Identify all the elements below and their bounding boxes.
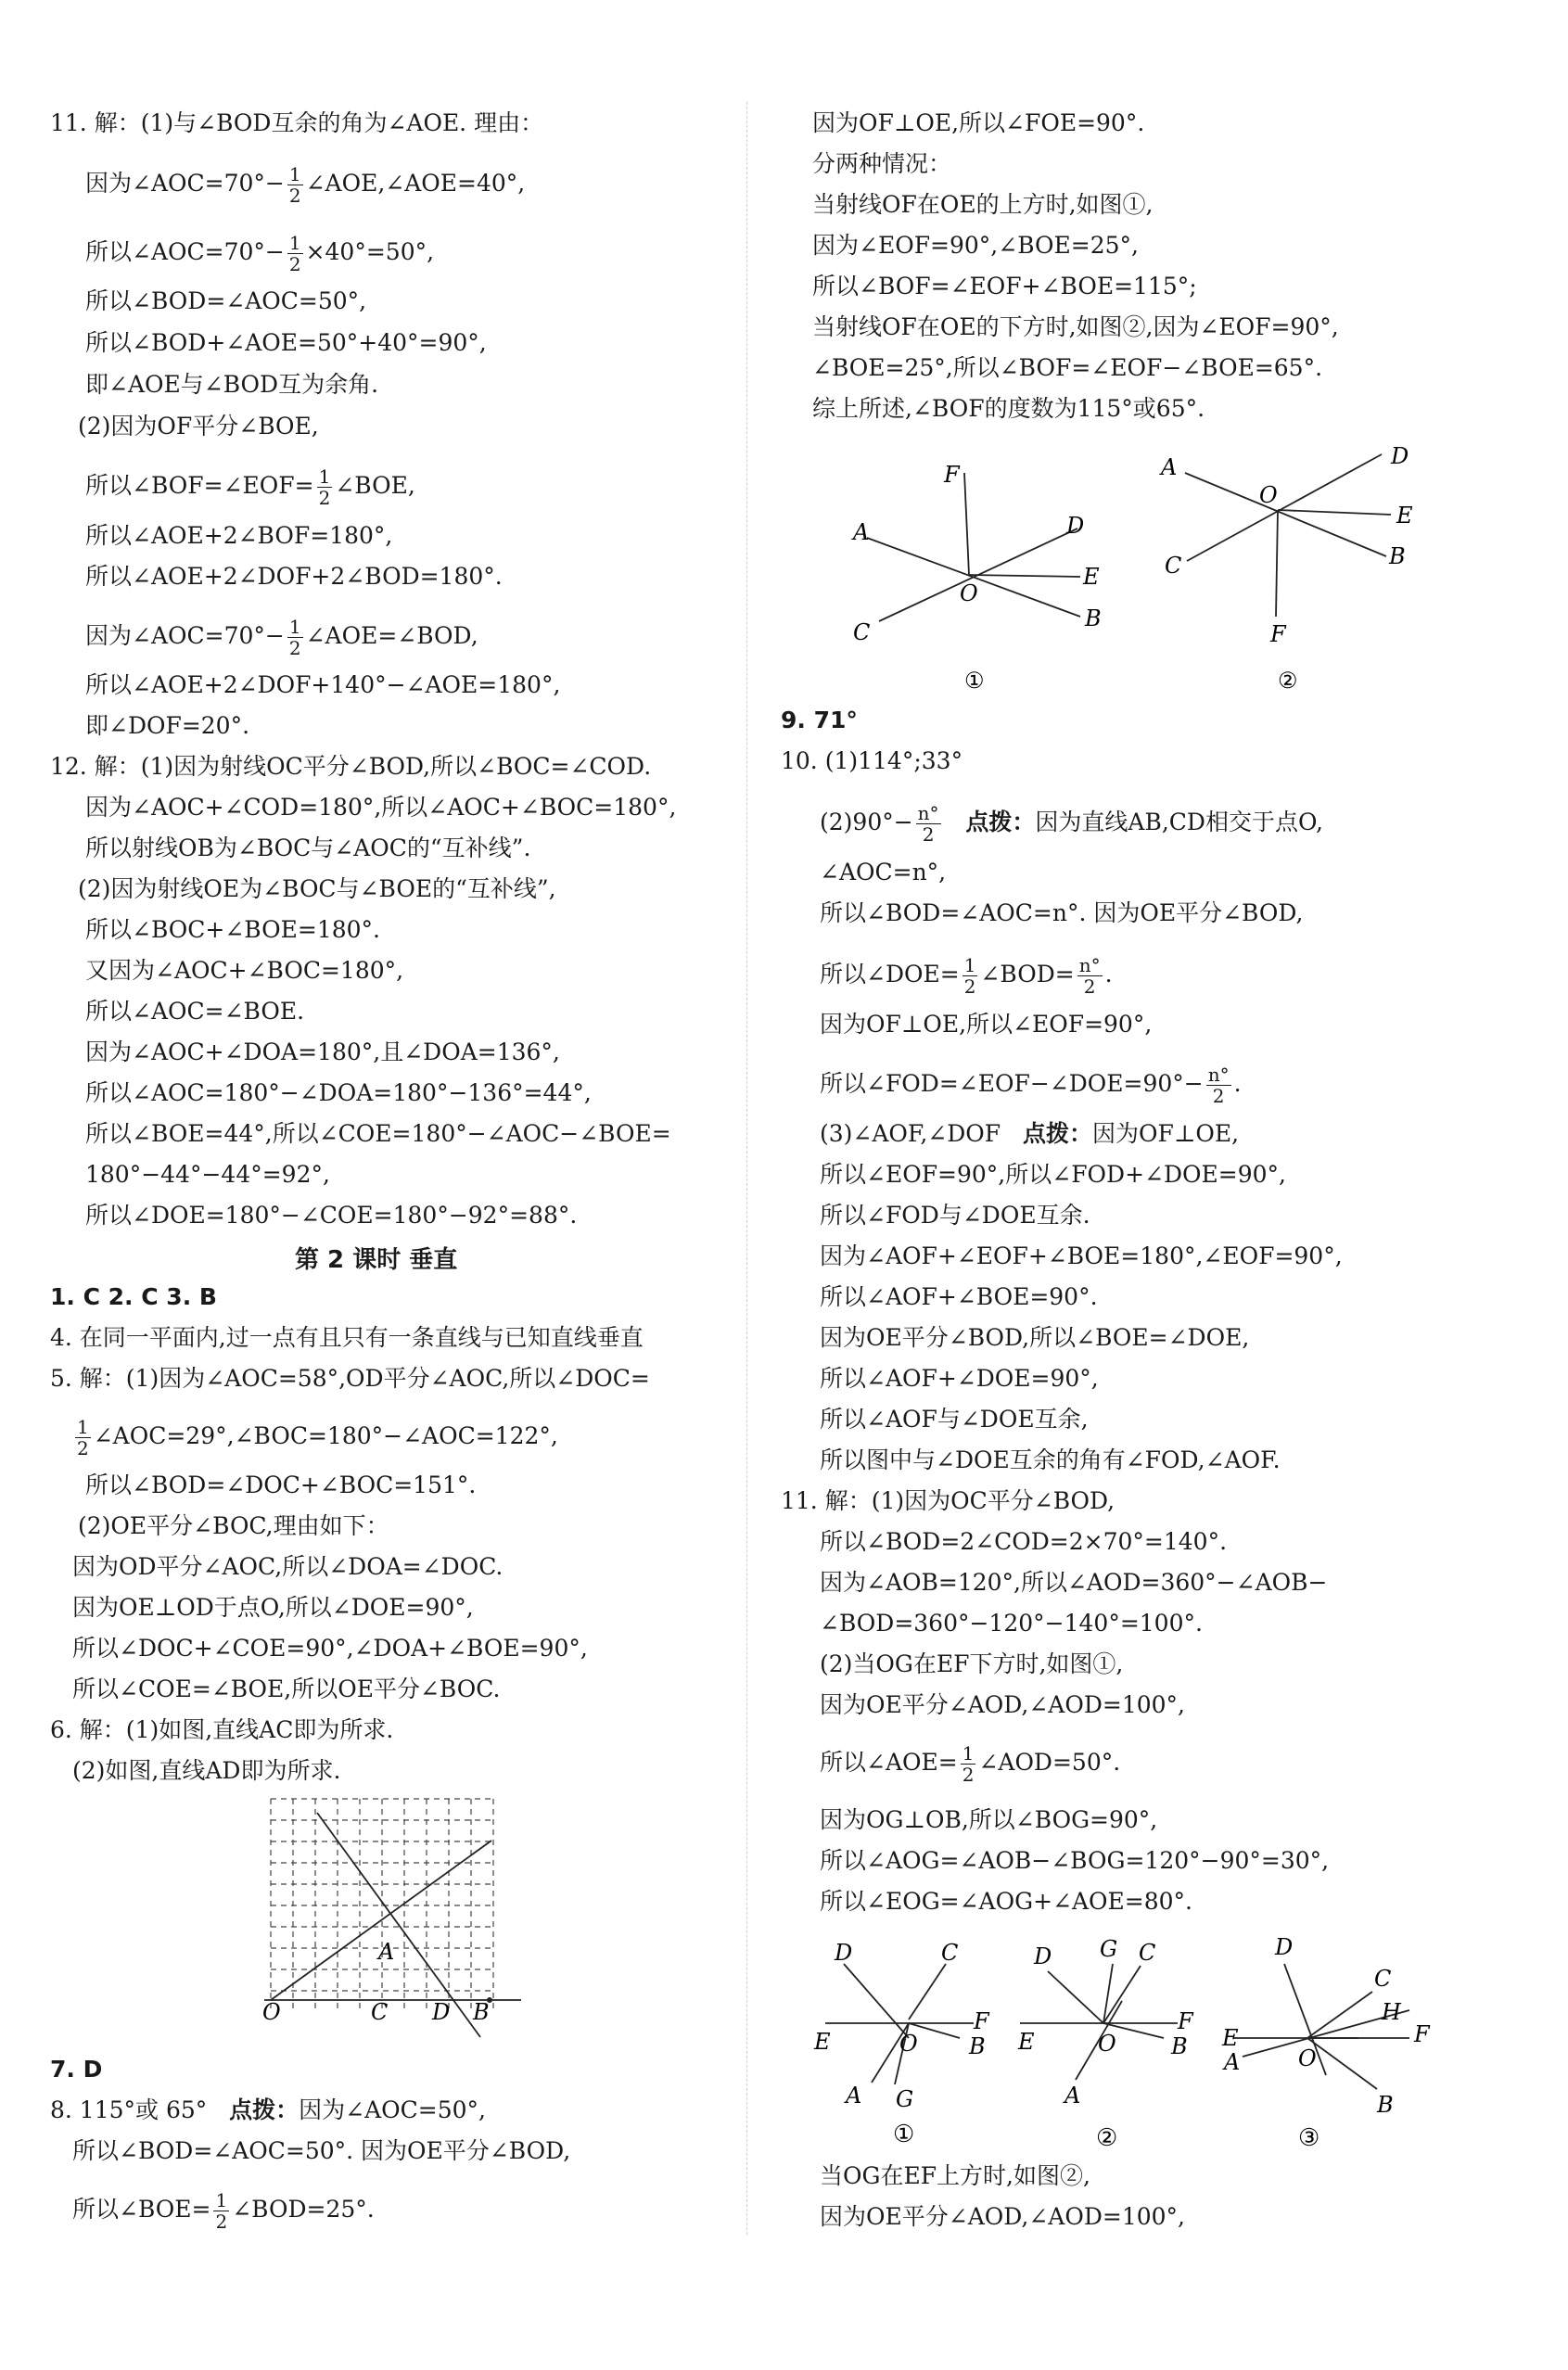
q11r-line11: 当OG在EF上方时,如图②, bbox=[820, 2162, 1090, 2189]
r-line4: 因为∠EOF=90°,∠BOE=25°, bbox=[812, 232, 1139, 259]
q11r-line10: 所以∠EOG=∠AOG+∠AOE=80°. bbox=[820, 1888, 1192, 1915]
q11-line10: 所以∠AOE+2∠DOF+2∠BOD=180°. bbox=[85, 563, 503, 590]
q5-line8: 所以∠COE=∠BOE,所以OE平分∠BOC. bbox=[72, 1676, 501, 1702]
q11-line8: 所以∠BOF=∠EOF= $\frac{1}{2}$ ∠BOE, bbox=[85, 465, 415, 509]
q11-line12: 所以∠AOE+2∠DOF+140°−∠AOE=180°, bbox=[85, 671, 561, 698]
q12-line2: 因为∠AOC+∠COD=180°,所以∠AOC+∠BOC=180°, bbox=[85, 794, 677, 821]
f2-label-d: D bbox=[1391, 443, 1409, 469]
q11-line13: 即∠DOF=20°. bbox=[85, 712, 250, 739]
q6-line2: (2)如图,直线AD即为所求. bbox=[72, 1757, 341, 1784]
q8-figures bbox=[835, 436, 1447, 695]
fa-label-f: F bbox=[974, 2008, 989, 2034]
label-c: C bbox=[371, 1999, 389, 2025]
q12-line1: 12. 解：(1)因为射线OC平分∠BOD,所以∠BOC=∠COD. bbox=[50, 753, 652, 780]
q11r-line6: 因为OE平分∠AOD,∠AOD=100°, bbox=[820, 1691, 1185, 1718]
fraction: $\frac{1}{2}$ bbox=[962, 1742, 975, 1786]
fa-label-a: A bbox=[846, 2083, 862, 2109]
q11-line1: 11. 解：(1)与∠BOD互余的角为∠AOE. 理由： bbox=[50, 109, 544, 136]
q9-answer: 9. 71° bbox=[781, 707, 858, 733]
q4-answer: 4. 在同一平面内,过一点有且只有一条直线与已知直线垂直 bbox=[50, 1324, 644, 1351]
r-line3: 当射线OF在OE的上方时,如图①, bbox=[812, 191, 1154, 218]
q5-line4: (2)OE平分∠BOC,理由如下： bbox=[78, 1512, 389, 1539]
fa-label-c: C bbox=[941, 1940, 959, 1966]
fig2-label: ② bbox=[1278, 668, 1298, 694]
fraction: $\frac{1}{2}$ bbox=[288, 163, 301, 207]
fb-label-c: C bbox=[1139, 1940, 1156, 1966]
fb-label-f: F bbox=[1178, 2008, 1193, 2034]
q5-line6: 因为OE⊥OD于点O,所以∠DOE=90°, bbox=[72, 1594, 474, 1621]
figc-label: ③ bbox=[1298, 2124, 1320, 2152]
q8-line1: 8. 115°或 65° 点拨：因为∠AOC=50°, bbox=[50, 2096, 486, 2123]
grid-lines bbox=[271, 1799, 493, 2012]
q7-answer: 7. D bbox=[50, 2056, 103, 2083]
f1-label-d: D bbox=[1066, 513, 1085, 539]
fc-label-c: C bbox=[1374, 1966, 1392, 1992]
f1-label-c: C bbox=[853, 619, 871, 645]
q11r-line5: (2)当OG在EF下方时,如图①, bbox=[820, 1650, 1124, 1677]
q10-line8: (3)∠AOF,∠DOF 点拨：因为OF⊥OE, bbox=[820, 1120, 1240, 1147]
section-title: 第 2 课时 垂直 bbox=[295, 1246, 458, 1274]
q8-line3: 所以∠BOE= $\frac{1}{2}$ ∠BOD=25°. bbox=[72, 2189, 375, 2233]
line-ad bbox=[317, 1813, 480, 2037]
q10-line1: 10. (1)114°;33° bbox=[781, 747, 963, 774]
fb-label-b: B bbox=[1171, 2033, 1188, 2059]
q11r-line8: 因为OG⊥OB,所以∠BOG=90°, bbox=[820, 1806, 1158, 1833]
f1-label-b: B bbox=[1085, 605, 1102, 631]
f1-label-a: A bbox=[853, 519, 870, 545]
q10-line16: 所以图中与∠DOE互余的角有∠FOD,∠AOF. bbox=[820, 1446, 1281, 1473]
q10-line15: 所以∠AOF与∠DOE互余, bbox=[820, 1406, 1089, 1433]
figure-a bbox=[825, 1964, 974, 2084]
q12-line8: 因为∠AOC+∠DOA=180°,且∠DOA=136°, bbox=[85, 1038, 560, 1065]
fb-label-o: O bbox=[1098, 2031, 1116, 2057]
q12-line6: 又因为∠AOC+∠BOC=180°, bbox=[85, 957, 404, 984]
q11r-line1: 11. 解：(1)因为OC平分∠BOD, bbox=[781, 1487, 1115, 1514]
fraction: $\frac{n^\circ}{2}$ bbox=[1078, 954, 1101, 998]
fraction: $\frac{1}{2}$ bbox=[77, 1416, 89, 1459]
q8-line2: 所以∠BOD=∠AOC=50°. 因为OE平分∠BOD, bbox=[72, 2137, 571, 2164]
line-ac bbox=[271, 1841, 491, 2000]
fc-label-h: H bbox=[1382, 1999, 1401, 2025]
q11-line7: (2)因为OF平分∠BOE, bbox=[78, 413, 319, 440]
q10-line13: 因为OE平分∠BOD,所以∠BOE=∠DOE, bbox=[820, 1324, 1250, 1351]
q10-line14: 所以∠AOF+∠DOE=90°, bbox=[820, 1365, 1099, 1392]
fb-label-d: D bbox=[1034, 1943, 1052, 1969]
q10-line10: 所以∠FOD与∠DOE互余. bbox=[820, 1202, 1090, 1229]
q12-line12: 所以∠DOE=180°−∠COE=180°−92°=88°. bbox=[85, 1202, 578, 1229]
fraction: $\frac{1}{2}$ bbox=[288, 232, 301, 275]
q6-line1: 6. 解：(1)如图,直线AC即为所求. bbox=[50, 1716, 394, 1743]
q10-line5: 所以∠DOE= $\frac{1}{2}$ ∠BOD= $\frac{n^\circ}{2}$ . bbox=[820, 954, 1113, 998]
q11-line11: 因为∠AOC=70°− $\frac{1}{2}$ ∠AOE=∠BOD, bbox=[85, 616, 478, 659]
fc-label-f: F bbox=[1414, 2021, 1430, 2047]
fc-label-e: E bbox=[1222, 2025, 1239, 2051]
q12-line10: 所以∠BOE=44°,所以∠COE=180°−∠AOC−∠BOE= bbox=[85, 1120, 671, 1147]
q11-line5: 所以∠BOD+∠AOE=50°+40°=90°, bbox=[85, 329, 487, 356]
q5-line2: $\frac{1}{2}$ ∠AOC=29°,∠BOC=180°−∠AOC=122°, bbox=[77, 1416, 558, 1459]
fraction: $\frac{1}{2}$ bbox=[318, 465, 331, 509]
f2-label-o: O bbox=[1259, 482, 1278, 508]
fraction: $\frac{n^\circ}{2}$ bbox=[917, 802, 939, 846]
q11-line9: 所以∠AOE+2∠BOF=180°, bbox=[85, 522, 393, 549]
fb-label-e: E bbox=[1018, 2029, 1035, 2055]
q11r-line9: 所以∠AOG=∠AOB−∠BOG=120°−90°=30°, bbox=[820, 1847, 1330, 1874]
q12-line11: 180°−44°−44°=92°, bbox=[85, 1161, 330, 1188]
fig1-label: ① bbox=[964, 668, 985, 694]
q10-line4: 所以∠BOD=∠AOC=n°. 因为OE平分∠BOD, bbox=[820, 899, 1304, 926]
q11-line2: 因为∠AOC=70°− $\frac{1}{2}$ ∠AOE,∠AOE=40°, bbox=[85, 163, 526, 207]
q5-line5: 因为OD平分∠AOC,所以∠DOA=∠DOC. bbox=[72, 1553, 504, 1580]
q12-line4: (2)因为射线OE为∠BOC与∠BOE的“互补线”, bbox=[78, 875, 556, 902]
f1-label-f: F bbox=[944, 462, 960, 488]
q5-line7: 所以∠DOC+∠COE=90°,∠DOA+∠BOE=90°, bbox=[72, 1635, 588, 1662]
q11r-line2: 所以∠BOD=2∠COD=2×70°=140°. bbox=[820, 1528, 1228, 1555]
fraction: $\frac{1}{2}$ bbox=[963, 954, 976, 998]
label-d: D bbox=[432, 1999, 451, 2025]
q10-line6: 因为OF⊥OE,所以∠EOF=90°, bbox=[820, 1011, 1153, 1038]
fa-label-o: O bbox=[899, 2031, 918, 2057]
f1-label-e: E bbox=[1083, 564, 1100, 590]
q5-line3: 所以∠BOD=∠DOC+∠BOC=151°. bbox=[85, 1472, 477, 1498]
q11-line6: 即∠AOE与∠BOD互为余角. bbox=[85, 371, 379, 398]
figure-2 bbox=[1185, 454, 1391, 617]
fc-label-a: A bbox=[1224, 2049, 1241, 2075]
q11r-line3: 因为∠AOB=120°,所以∠AOD=360°−∠AOB− bbox=[820, 1569, 1328, 1596]
q12-line7: 所以∠AOC=∠BOE. bbox=[85, 998, 305, 1025]
r-line5: 所以∠BOF=∠EOF+∠BOE=115°; bbox=[812, 273, 1197, 299]
fraction: $\frac{1}{2}$ bbox=[215, 2189, 228, 2233]
f1-label-o: O bbox=[960, 580, 978, 606]
fb-label-a: A bbox=[1064, 2083, 1081, 2109]
fc-label-b: B bbox=[1377, 2092, 1394, 2118]
column-divider bbox=[746, 102, 747, 2235]
q11r-line4: ∠BOD=360°−120°−140°=100°. bbox=[820, 1610, 1203, 1637]
fc-label-o: O bbox=[1298, 2045, 1317, 2071]
q10-line9: 所以∠EOF=90°,所以∠FOD+∠DOE=90°, bbox=[820, 1161, 1286, 1188]
figure-b bbox=[1020, 1964, 1178, 2080]
r-line8: 综上所述,∠BOF的度数为115°或65°. bbox=[812, 395, 1205, 422]
q1-3-answers: 1. C 2. C 3. B bbox=[50, 1283, 217, 1310]
r-line2: 分两种情况： bbox=[812, 150, 952, 177]
fa-label-g: G bbox=[896, 2086, 914, 2112]
f2-label-f: F bbox=[1270, 621, 1286, 647]
f2-label-e: E bbox=[1396, 503, 1413, 529]
label-a: A bbox=[378, 1939, 395, 1965]
figa-label: ① bbox=[893, 2121, 915, 2148]
q5-line1: 5. 解：(1)因为∠AOC=58°,OD平分∠AOC,所以∠DOC= bbox=[50, 1365, 650, 1392]
q10-line3: ∠AOC=n°, bbox=[820, 859, 947, 886]
grid-figure bbox=[260, 1794, 529, 2045]
r-line7: ∠BOE=25°,所以∠BOF=∠EOF−∠BOE=65°. bbox=[812, 354, 1323, 381]
q12-line9: 所以∠AOC=180°−∠DOA=180°−136°=44°, bbox=[85, 1079, 592, 1106]
fc-label-d: D bbox=[1275, 1934, 1294, 1960]
f2-label-c: C bbox=[1165, 553, 1182, 579]
f2-label-b: B bbox=[1389, 543, 1406, 569]
r-line6: 当射线OF在OE的下方时,如图②,因为∠EOF=90°, bbox=[812, 313, 1339, 340]
fa-label-b: B bbox=[969, 2033, 986, 2059]
fraction: $\frac{1}{2}$ bbox=[288, 616, 301, 659]
figb-label: ② bbox=[1096, 2124, 1118, 2152]
q12-line3: 所以射线OB为∠BOC与∠AOC的“互补线”. bbox=[85, 835, 531, 861]
q12-line5: 所以∠BOC+∠BOE=180°. bbox=[85, 916, 380, 943]
fa-label-d: D bbox=[835, 1940, 853, 1966]
q10-line2: (2)90°− $\frac{n^\circ}{2}$ 点拨：因为直线AB,CD相交于点O, bbox=[820, 802, 1323, 846]
label-o: O bbox=[262, 1999, 281, 2025]
fa-label-e: E bbox=[814, 2029, 831, 2055]
r-line1: 因为OF⊥OE,所以∠FOE=90°. bbox=[812, 109, 1145, 136]
q10-line7: 所以∠FOD=∠EOF−∠DOE=90°− $\frac{n^\circ}{2}$ . bbox=[820, 1064, 1242, 1107]
fraction: $\frac{n^\circ}{2}$ bbox=[1207, 1064, 1230, 1107]
q10-line12: 所以∠AOF+∠BOE=90°. bbox=[820, 1283, 1098, 1310]
label-b: B bbox=[473, 1999, 490, 2025]
f2-label-a: A bbox=[1161, 454, 1178, 480]
q11-figures bbox=[807, 1927, 1474, 2159]
q11-line4: 所以∠BOD=∠AOC=50°, bbox=[85, 287, 367, 314]
q10-line11: 因为∠AOF+∠EOF+∠BOE=180°,∠EOF=90°, bbox=[820, 1242, 1343, 1269]
fb-label-g: G bbox=[1100, 1936, 1118, 1962]
q11r-line7: 所以∠AOE= $\frac{1}{2}$ ∠AOD=50°. bbox=[820, 1742, 1121, 1786]
q11r-line12: 因为OE平分∠AOD,∠AOD=100°, bbox=[820, 2203, 1185, 2230]
q11-line3: 所以∠AOC=70°− $\frac{1}{2}$ ×40°=50°, bbox=[85, 232, 435, 275]
